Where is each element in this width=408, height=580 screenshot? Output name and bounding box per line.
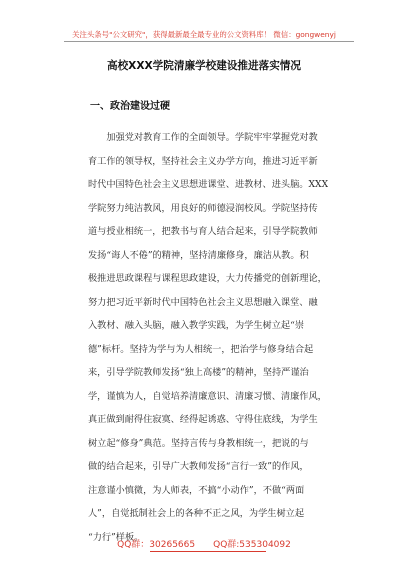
body-line: 努力把习近平新时代中国特色社会主义思想融入课堂、融 bbox=[88, 296, 318, 308]
footer-qq-group-2: QQ群:535304092 bbox=[213, 540, 291, 550]
body-line: 注意谨小慎微，为人师表，不搞“小动作”，不做“两面 bbox=[88, 484, 305, 496]
header-divider bbox=[64, 41, 354, 42]
section-heading: 一、政治建设过硬 bbox=[90, 101, 170, 112]
body-line: 入教材、融入头脑，融入教学实践，为学生树立起“崇 bbox=[88, 320, 305, 331]
document-title: 高校XXX学院清廉学校建设推进落实情况 bbox=[106, 60, 301, 72]
body-line: 道与授业相统一，把教书与育人结合起来，引导学院教师 bbox=[88, 226, 318, 237]
footer-contact bbox=[0, 537, 408, 550]
body-line: 学院努力纯洁教风，用良好的师德浸润校风。学院坚持传 bbox=[88, 202, 318, 214]
body-line: 极推进思政课程与课程思政建设，大力传播党的创新理论， bbox=[88, 273, 327, 284]
body-line: 发扬“诲人不倦”的精神，坚持清廉修身，廉洁从教。积 bbox=[88, 249, 309, 261]
body-line: 加强党对教育工作的全面领导。学院牢牢掌握党对教 bbox=[88, 132, 318, 143]
body-line: 学，谨慎为人，自觉培养清廉意识、清廉习惯、清廉作风， bbox=[88, 390, 327, 402]
body-line: 德”标杆。坚持为学与为人相统一，把治学与修身结合起 bbox=[88, 343, 314, 355]
body-line: 育工作的领导权，坚持社会主义办学方向，推进习近平新 bbox=[88, 155, 318, 167]
body-line: 做的结合起来，引导广大教师发扬“言行一致”的作风， bbox=[88, 461, 309, 472]
body-line: “力行”样板。 bbox=[88, 531, 144, 543]
body-line: 来，引导学院教师发扬“独上高楼”的精神，坚持严谨治 bbox=[88, 367, 309, 378]
body-line: 人”，自觉抵制社会上的各种不正之风，为学生树立起 bbox=[88, 508, 305, 519]
body-paragraph bbox=[88, 126, 328, 549]
header-banner: 关注头条号"公文研究"，获得最新最全最专业的公文资料库！ 微信：gongwenyj bbox=[72, 30, 336, 39]
body-line: 时代中国特色社会主义思想进课堂、进教材、进头脑。XXX bbox=[88, 179, 328, 190]
body-line: 树立起“修身”典范。坚持言传与身教相统一，把说的与 bbox=[88, 437, 309, 449]
footer-underline bbox=[150, 551, 266, 552]
body-line: 真正做到耐得住寂寞、经得起诱惑、守得住底线，为学生 bbox=[88, 414, 318, 425]
footer-qq-group-1: QQ群：30265665 bbox=[117, 540, 196, 550]
